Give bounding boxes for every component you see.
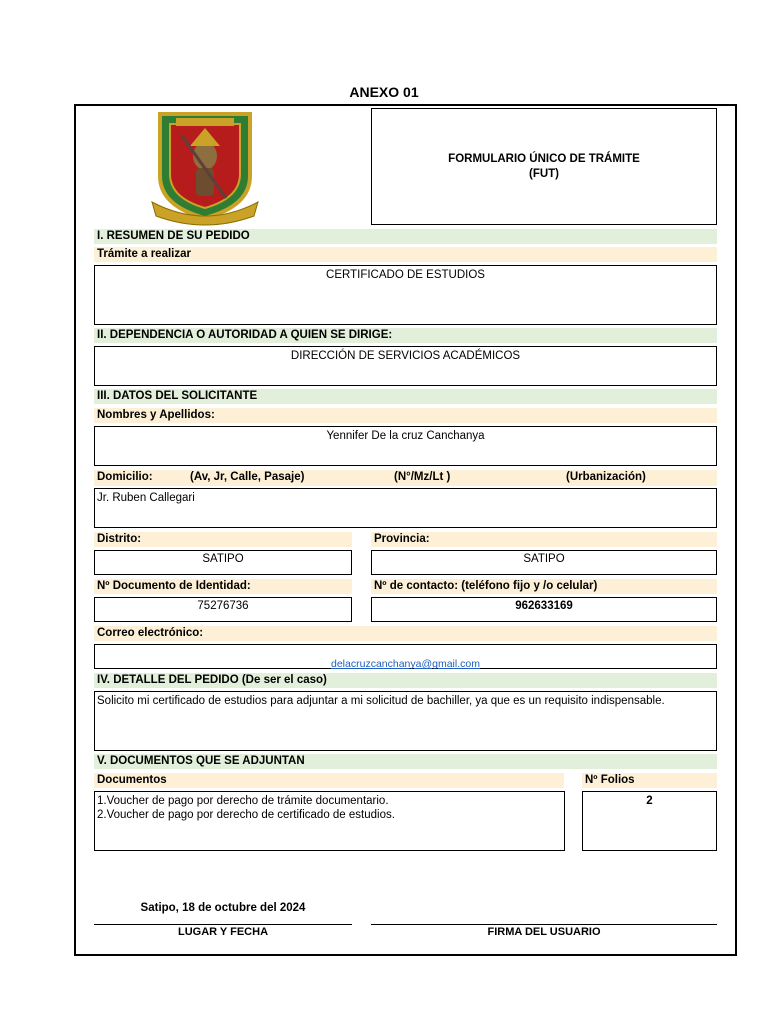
section-3-title: III. DATOS DEL SOLICITANTE (94, 389, 717, 404)
contact-label: Nº de contacto: (teléfono fijo y /o celular) (371, 579, 717, 594)
form-title: FORMULARIO ÚNICO DE TRÁMITE (448, 152, 640, 165)
email-link[interactable]: delacruzcanchanya@gmail.com (331, 658, 480, 670)
id-document-label: Nº Documento de Identidad: (94, 579, 352, 594)
section-2-title: II. DEPENDENCIA O AUTORIDAD A QUIEN SE DIRIGE: (94, 328, 717, 343)
documents-field[interactable] (94, 791, 565, 851)
form-title-box (371, 108, 717, 225)
folios-label: Nº Folios (582, 773, 717, 788)
names-field[interactable]: Yennifer De la cruz Canchanya (94, 426, 717, 466)
section-1-title: I. RESUMEN DE SU PEDIDO (94, 229, 717, 244)
address-hint-street: (Av, Jr, Calle, Pasaje) (190, 471, 305, 483)
procedure-label: Trámite a realizar (94, 247, 717, 262)
names-label: Nombres y Apellidos: (94, 408, 717, 423)
university-crest-icon (146, 106, 264, 226)
annex-title: ANEXO 01 (349, 84, 419, 100)
address-field[interactable]: Jr. Ruben Callegari (94, 488, 717, 528)
place-date-value: Satipo, 18 de octubre del 2024 (140, 902, 306, 914)
address-hint-urbanization: (Urbanización) (566, 471, 646, 483)
section-4-title: IV. DETALLE DEL PEDIDO (De ser el caso) (94, 673, 717, 688)
section-5-title: V. DOCUMENTOS QUE SE ADJUNTAN (94, 754, 717, 769)
documents-label: Documentos (94, 773, 564, 788)
folios-field[interactable]: 2 (582, 791, 717, 851)
document-item-1: 1.Voucher de pago por derecho de trámite documentario. (97, 795, 389, 807)
user-signature-label: FIRMA DEL USUARIO (487, 926, 601, 938)
district-label: Distrito: (94, 532, 352, 547)
province-label: Provincia: (371, 532, 717, 547)
id-document-field[interactable]: 75276736 (94, 597, 352, 622)
address-label: Domicilio: (97, 471, 153, 483)
province-field[interactable]: SATIPO (371, 550, 717, 575)
request-detail-field[interactable]: Solicito mi certificado de estudios para adjuntar a mi solicitud de bachiller, ya que es un requisito indispensable. (94, 691, 717, 751)
email-field[interactable] (94, 644, 717, 669)
procedure-field[interactable]: CERTIFICADO DE ESTUDIOS (94, 265, 717, 325)
email-label: Correo electrónico: (94, 626, 717, 641)
form-title-abbr: (FUT) (528, 167, 559, 180)
address-label-row (94, 470, 717, 486)
place-date-label: LUGAR Y FECHA (177, 926, 269, 938)
district-field[interactable]: SATIPO (94, 550, 352, 575)
authority-field[interactable]: DIRECCIÓN DE SERVICIOS ACADÉMICOS (94, 346, 717, 386)
document-item-2: 2.Voucher de pago por derecho de certificado de estudios. (97, 809, 395, 821)
address-hint-number: (N°/Mz/Lt ) (394, 471, 451, 483)
contact-field[interactable]: 962633169 (371, 597, 717, 622)
